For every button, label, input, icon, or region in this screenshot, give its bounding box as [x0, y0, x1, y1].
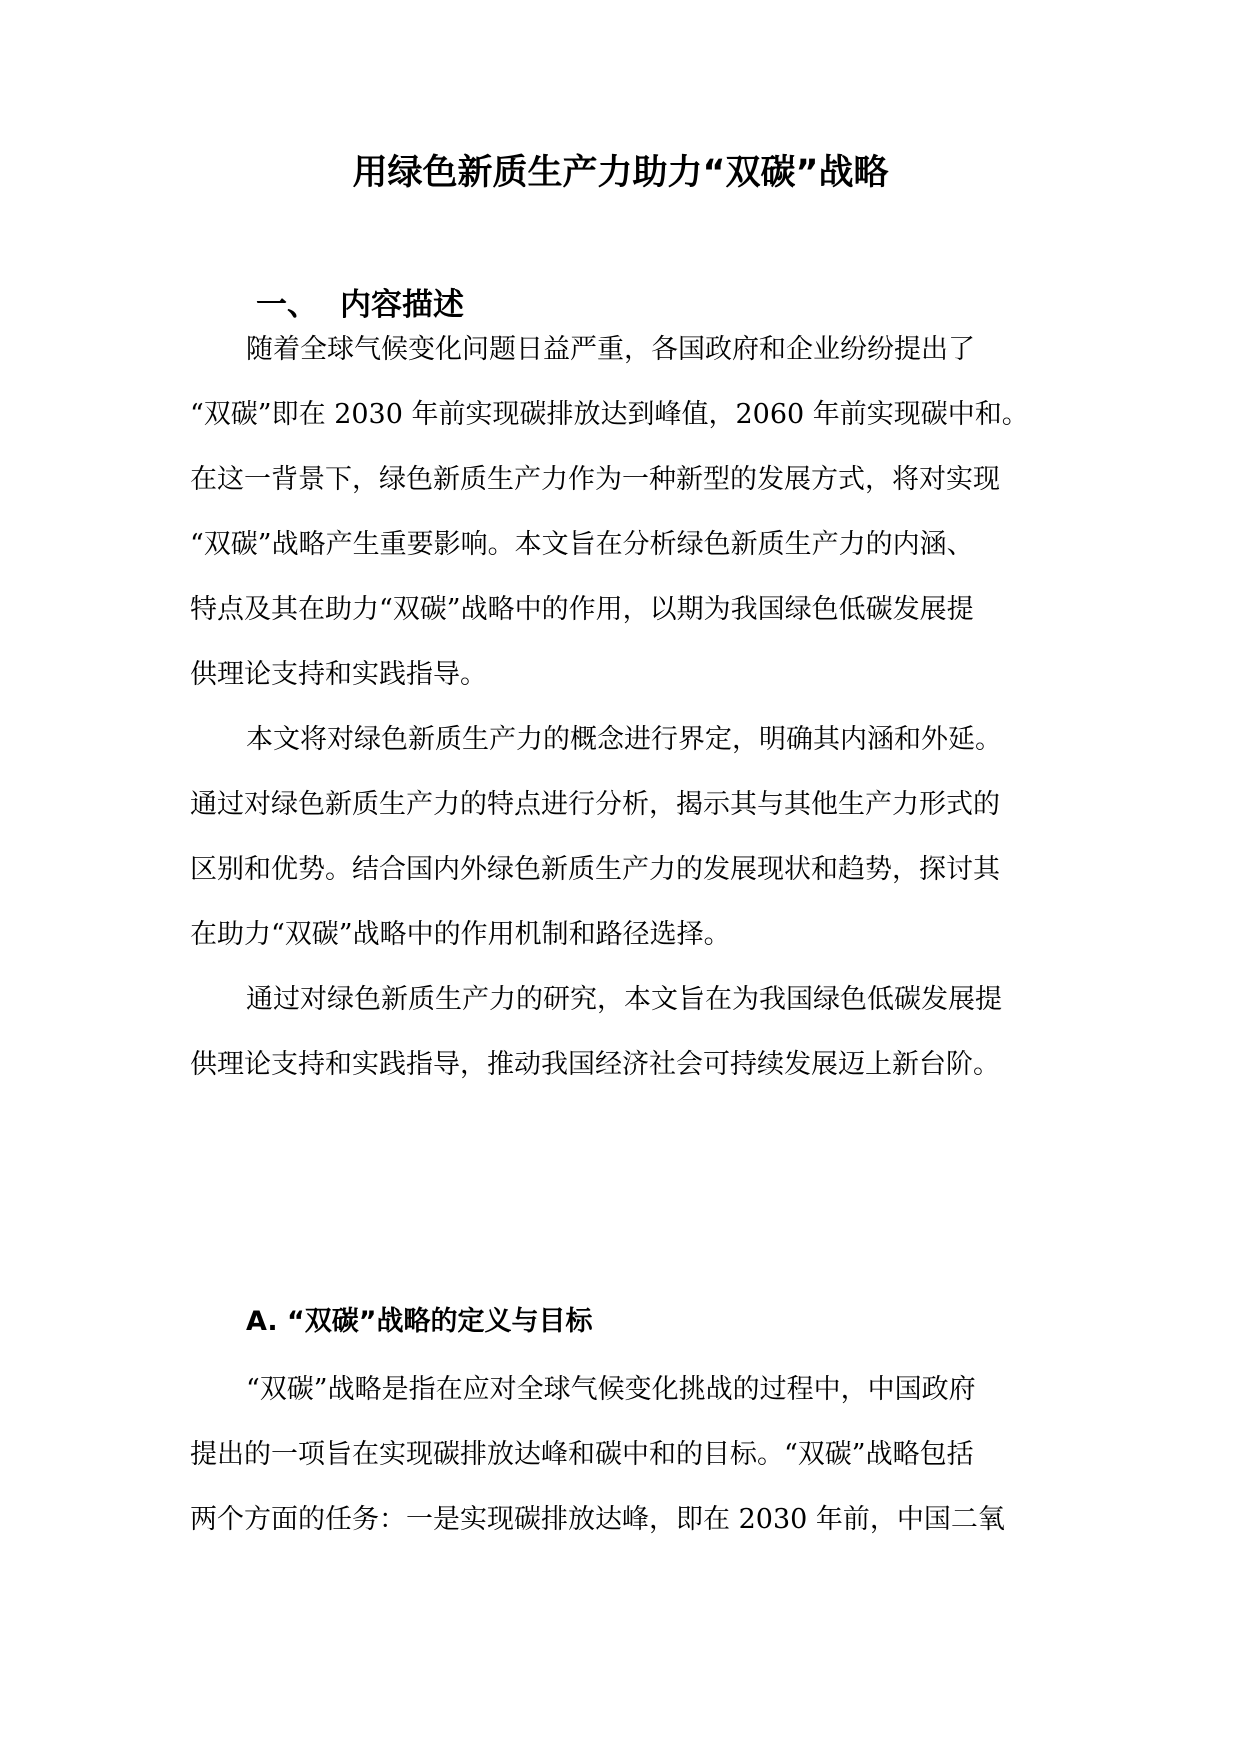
paragraph-line: 两个方面的任务：一是实现碳排放达峰，即在 2030 年前，中国二氧: [190, 1504, 1005, 1535]
document-title: 用绿色新质生产力助力“双碳”战略: [352, 153, 889, 193]
paragraph-line: 通过对绿色新质生产力的研究，本文旨在为我国绿色低碳发展提: [246, 984, 1002, 1015]
paragraph-line: “双碳”即在 2030 年前实现碳排放达到峰值，2060 年前实现碳中和。: [190, 399, 1029, 430]
paragraph-line: 本文将对绿色新质生产力的概念进行界定，明确其内涵和外延。: [246, 724, 1002, 755]
paragraph-line: “双碳”战略产生重要影响。本文旨在分析绿色新质生产力的内涵、: [190, 529, 974, 560]
paragraph-line: 在这一背景下，绿色新质生产力作为一种新型的发展方式，将对实现: [190, 464, 1000, 495]
paragraph-line: 供理论支持和实践指导。: [190, 659, 487, 690]
paragraph-line: “双碳”战略是指在应对全球气候变化挑战的过程中，中国政府: [246, 1374, 976, 1405]
paragraph-line: 区别和优势。结合国内外绿色新质生产力的发展现状和趋势，探讨其: [190, 854, 1000, 885]
paragraph-line: 特点及其在助力“双碳”战略中的作用，以期为我国绿色低碳发展提: [190, 594, 974, 625]
paragraph-line: 通过对绿色新质生产力的特点进行分析，揭示其与其他生产力形式的: [190, 789, 1000, 820]
paragraph-line: 提出的一项旨在实现碳排放达峰和碳中和的目标。“双碳”战略包括: [190, 1439, 974, 1470]
paragraph-line: 供理论支持和实践指导，推动我国经济社会可持续发展迈上新台阶。: [190, 1049, 1000, 1080]
section-heading: [256, 283, 464, 327]
paragraph-line: 随着全球气候变化问题日益严重，各国政府和企业纷纷提出了: [246, 334, 975, 365]
paragraph-line: 在助力“双碳”战略中的作用机制和路径选择。: [190, 919, 731, 950]
section-number: 一、: [256, 287, 318, 323]
subsection-heading: A. “双碳”战略的定义与目标: [246, 1306, 593, 1337]
section-heading-text: 内容描述: [340, 287, 464, 323]
